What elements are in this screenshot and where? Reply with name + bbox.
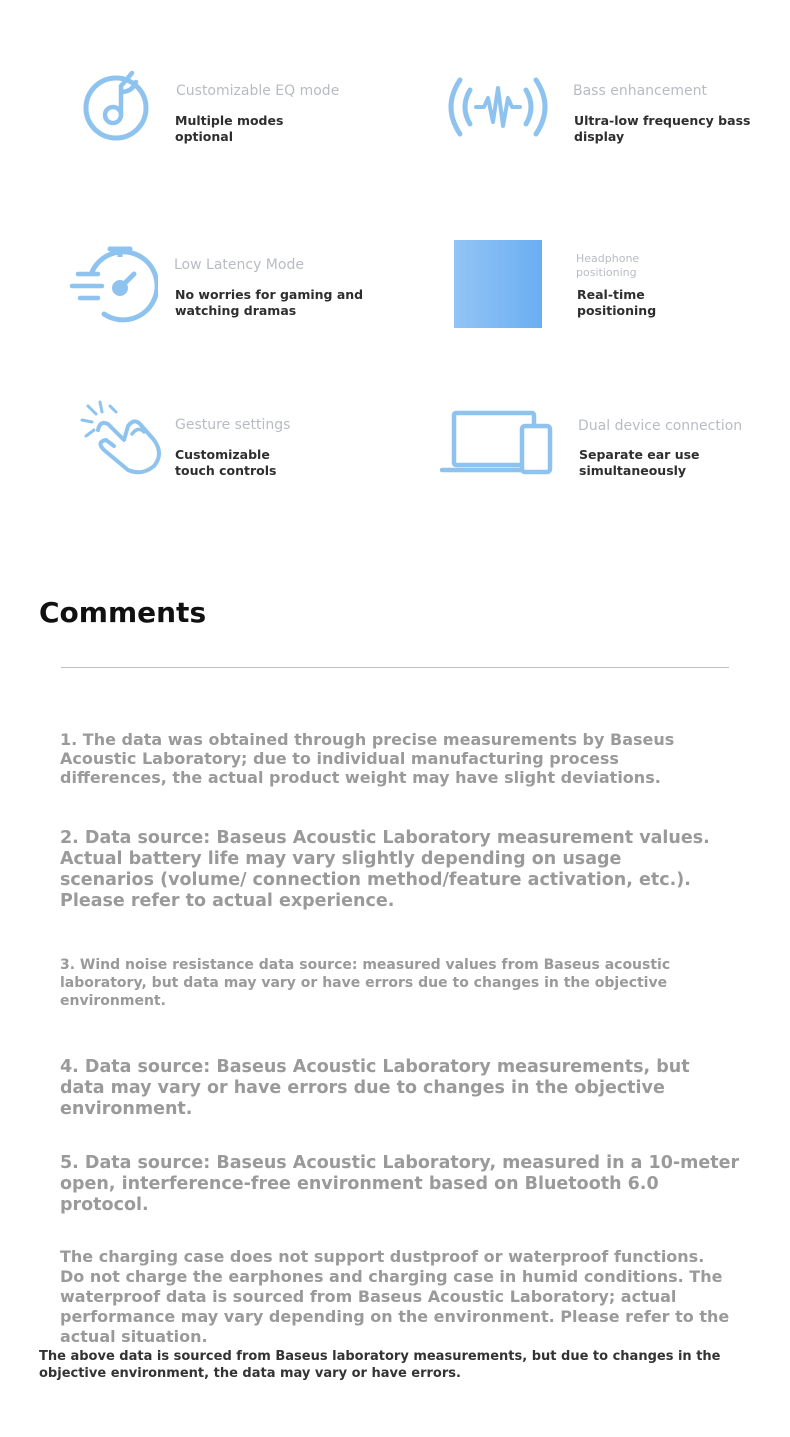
blue-square-image <box>454 240 542 328</box>
comments-heading: Comments <box>39 596 207 629</box>
feature-title: Headphone positioning <box>576 252 640 279</box>
feature-desc: Separate ear use simultaneously <box>579 447 700 478</box>
feature-desc: Real-time positioning <box>577 287 657 318</box>
feature-title: Low Latency Mode <box>174 257 304 273</box>
feature-title: Gesture settings <box>175 417 291 433</box>
divider <box>61 667 729 668</box>
note-1: 1. The data was obtained through precise measurements by Baseus Acoustic Laboratory; due to individual manufacturing process differences, the actual product weight may have slight deviations. <box>60 730 675 787</box>
feature-title: Dual device connection <box>578 418 743 434</box>
feature-desc: No worries for gaming and watching dramas <box>175 287 364 318</box>
feature-desc: Multiple modes optional <box>175 113 284 144</box>
touch-gesture-icon <box>80 400 168 476</box>
feature-title: Bass enhancement <box>573 83 707 99</box>
laptop-phone-icon <box>440 410 556 476</box>
note-3: 3. Wind noise resistance data source: measured values from Baseus acoustic laboratory, but data may vary or have errors due to changes in the objective environment. <box>60 957 671 1009</box>
note-4: 4. Data source: Baseus Acoustic Laboratory measurements, but data may vary or have errors due to changes in the objective environment. <box>60 1057 690 1119</box>
feature-desc: Customizable touch controls <box>175 447 277 478</box>
feature-title: Customizable EQ mode <box>176 83 340 99</box>
footer-disclaimer: The above data is sourced from Baseus laboratory measurements, but due to changes in the objective environment, the data may vary or have errors. <box>39 1349 721 1381</box>
sound-wave-icon <box>446 74 550 140</box>
feature-desc: Ultra-low frequency bass display <box>574 113 751 144</box>
stopwatch-icon <box>68 244 158 324</box>
note-6: The charging case does not support dustproof or waterproof functions. Do not charge the earphones and charging case in humid conditions. The waterproof data is sourced from Baseus Acoustic Laboratory; actual performance may vary depending on the environment. Please refer to the actual situation. <box>60 1247 730 1346</box>
note-2: 2. Data source: Baseus Acoustic Laboratory measurement values. Actual battery life may vary slightly depending on usage scenarios (volume/ connection method/feature activation, etc.). Please refer to actual experience. <box>60 828 710 911</box>
music-note-icon <box>80 68 152 144</box>
note-5: 5. Data source: Baseus Acoustic Laboratory, measured in a 10-meter open, interference-free environment based on Bluetooth 6.0 protocol. <box>60 1153 740 1215</box>
